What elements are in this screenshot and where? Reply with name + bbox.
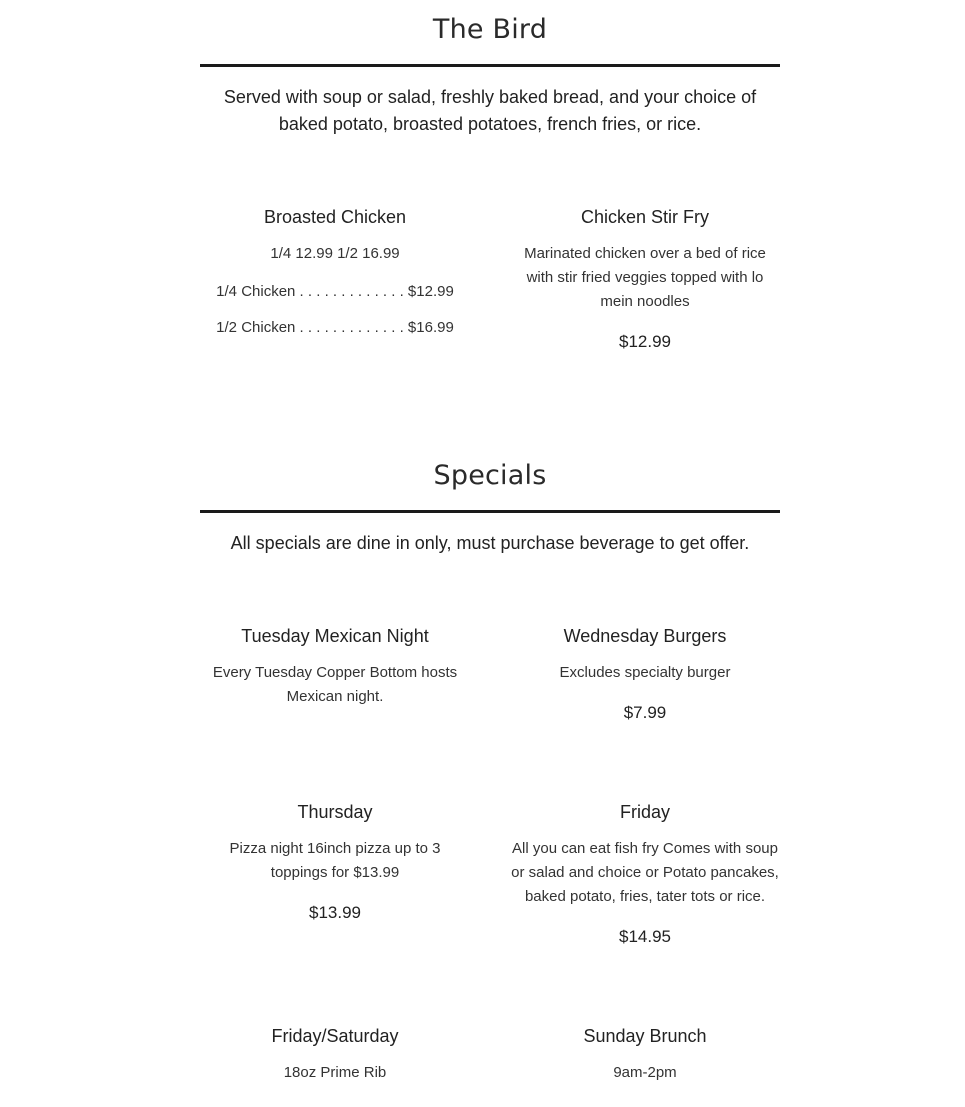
variant-price: $12.99 bbox=[407, 283, 454, 300]
menu-item-name: Broasted Chicken bbox=[263, 207, 407, 227]
menu-item-description: Every Tuesday Copper Bottom hosts Mexican night. bbox=[212, 664, 458, 705]
menu-item-friday bbox=[500, 801, 790, 948]
menu-item-price: $7.99 bbox=[623, 703, 667, 722]
menu-item-description: Marinated chicken over a bed of rice with stir fried veggies topped with lo mein noodles bbox=[524, 245, 766, 310]
variant-label: 1/2 Chicken bbox=[216, 319, 296, 336]
section-title: Specials bbox=[433, 460, 547, 491]
section-intro: All specials are dine in only, must purchase beverage to get offer. bbox=[230, 533, 750, 553]
section-intro: Served with soup or salad, freshly baked bread, and your choice of baked potato, broasted potatoes, french fries, or rice. bbox=[223, 87, 757, 134]
section-divider bbox=[200, 510, 780, 513]
menu-item-friday-saturday bbox=[190, 1025, 480, 1085]
menu-item-price: $14.95 bbox=[619, 927, 671, 946]
menu-item-name: Chicken Stir Fry bbox=[580, 207, 710, 227]
section-divider bbox=[200, 64, 780, 67]
menu-item-description: 18oz Prime Rib bbox=[283, 1064, 387, 1081]
menu-item-name: Thursday bbox=[297, 802, 373, 822]
section-title: The Bird bbox=[432, 14, 548, 45]
menu-item-price: $12.99 bbox=[619, 332, 671, 351]
menu-item-thursday bbox=[190, 801, 480, 924]
menu-item-chicken-stir-fry bbox=[500, 206, 790, 353]
menu-item-description: Pizza night 16inch pizza up to 3 toppings for $13.99 bbox=[229, 840, 441, 881]
menu-item-name: Sunday Brunch bbox=[583, 1026, 707, 1046]
menu-item-sunday-brunch bbox=[500, 1025, 790, 1085]
variant-leader: . . . . . . . . . . . . . bbox=[295, 319, 408, 336]
menu-item-description: All you can eat fish fry Comes with soup or salad and choice or Potato pancakes, baked potato, fries, tater tots or rice. bbox=[511, 840, 779, 905]
variant-leader: . . . . . . . . . . . . . bbox=[295, 283, 408, 300]
menu-item-name: Tuesday Mexican Night bbox=[241, 626, 429, 646]
menu-item-variants bbox=[190, 281, 480, 339]
menu-item-wednesday-burgers bbox=[500, 625, 790, 724]
variant-label: 1/4 Chicken bbox=[216, 283, 296, 300]
variant-price: $16.99 bbox=[407, 319, 454, 336]
menu-item-tuesday-mexican-night bbox=[190, 625, 480, 709]
menu-item-name: Friday bbox=[619, 802, 670, 822]
menu-item-description: Excludes specialty burger bbox=[559, 664, 731, 681]
menu-item-broasted-chicken bbox=[190, 206, 480, 353]
menu-item-price: $13.99 bbox=[309, 903, 361, 922]
menu-item-description: 9am-2pm bbox=[613, 1064, 677, 1081]
menu-item-variant bbox=[190, 317, 480, 339]
menu-item-variant bbox=[190, 281, 480, 303]
menu-item-name: Friday/Saturday bbox=[271, 1026, 399, 1046]
menu-item-name: Wednesday Burgers bbox=[563, 626, 727, 646]
menu-item-description: 1/4 12.99 1/2 16.99 bbox=[270, 245, 400, 262]
